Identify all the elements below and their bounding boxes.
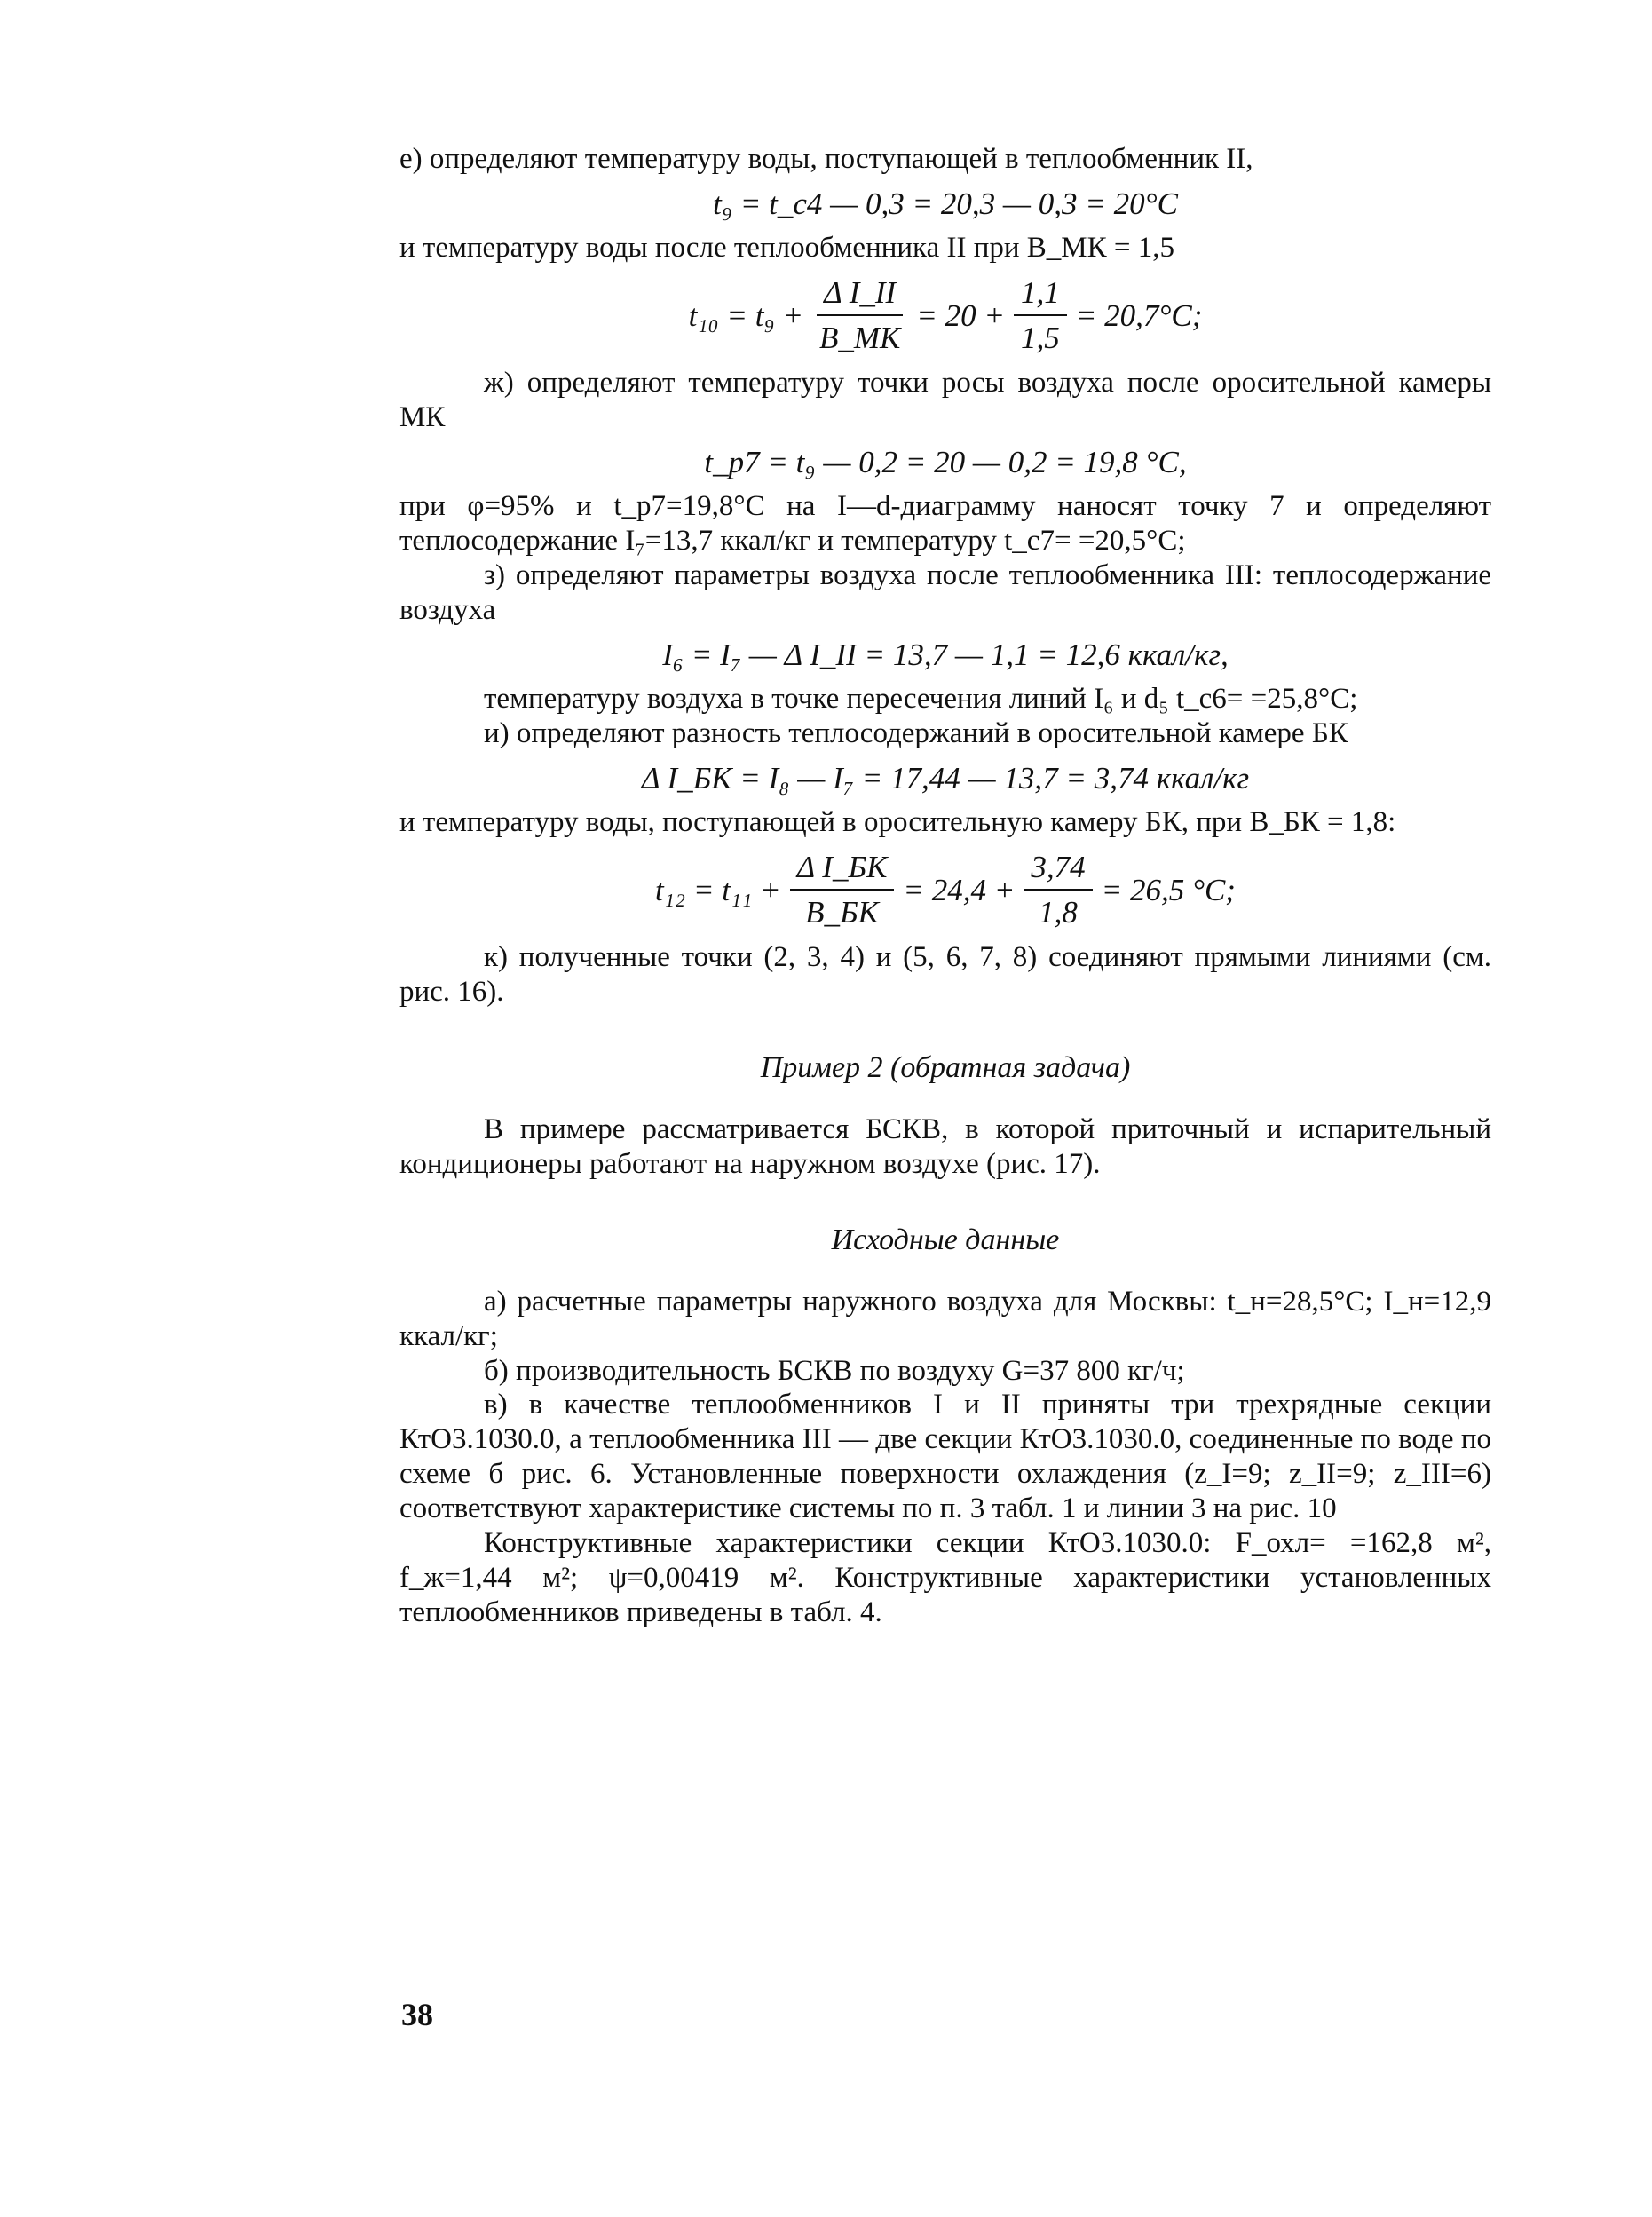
formula-tp7-text: t_р7 = t₉ — 0,2 = 20 — 0,2 = 19,8 °C, [704, 444, 1187, 479]
fraction-denominator: 1,5 [1021, 321, 1060, 356]
paragraph-i: и) определяют разность теплосодержаний в оросительной камере БК [484, 717, 1348, 749]
paragraph-a: а) расчетные параметры наружного воздуха для Москвы: t_н=28,5°С; I_н=12,9 ккал/кг; [399, 1285, 1491, 1352]
paragraph-z: з) определяют параметры воздуха после теплообменника III: теплосодержание воздуха [399, 558, 1491, 626]
formula-t12-lhs: t₁₂ = t₁₁ + [655, 872, 781, 907]
paragraph-example: В примере рассматривается БСКВ, в которой приточный и испарительный кондиционеры работают на наружном воздухе (рис. 17). [399, 1112, 1491, 1180]
formula-t10 [399, 274, 1491, 357]
formula-t9-text: t₉ = t_с4 — 0,3 = 20,3 — 0,3 = 20°C [713, 186, 1178, 221]
formula-t12-mid: = 24,4 + [903, 872, 1016, 907]
paragraph-e: е) определяют температуру воды, поступающей в теплообменник II, [399, 143, 1253, 175]
fraction-values [1024, 849, 1092, 931]
formula-t10-mid: = 20 + [916, 297, 1006, 333]
fraction-delta-ibk [790, 849, 895, 931]
fraction-denominator: 1,8 [1039, 895, 1078, 930]
fraction-delta-i [812, 274, 907, 357]
fraction-values [1014, 274, 1067, 357]
paragraph-water-temp: и температуру воды после теплообменника II при B_МК = 1,5 [399, 232, 1175, 265]
formula-t9 [399, 186, 1491, 222]
paragraph-air-temp: температуру воздуха в точке пересечения линий I₆ и d₅ t_с6= =25,8°С; [484, 682, 1358, 715]
paragraph-zh: ж) определяют температуру точки росы воздуха после оросительной камеры МК [399, 366, 1491, 433]
formula-tp7 [399, 444, 1491, 480]
formula-t10-rhs: = 20,7°C; [1075, 297, 1203, 333]
formula-t12 [399, 849, 1491, 931]
paragraph-phi: при φ=95% и t_р7=19,8°С на I—d-диаграмму наносят точку 7 и определяют теплосодержание I₇=13,7 ккал/кг и температуру t_с7= =20,5°С; [399, 489, 1491, 557]
example-heading: Пример 2 (обратная задача) [760, 1050, 1131, 1084]
fraction-numerator: 1,1 [1014, 274, 1067, 316]
paragraph-design: Конструктивные характеристики секции КтО3.1030.0: F_охл= =162,8 м², f_ж=1,44 м²; ψ=0,00419 м². Конструктивные характеристики установленных теплообменников приведены в табл. 4. [399, 1527, 1491, 1629]
formula-i6 [399, 637, 1491, 673]
fraction-numerator: 3,74 [1024, 849, 1092, 891]
page-body [399, 142, 1491, 1630]
input-data-heading: Исходные данные [831, 1223, 1060, 1256]
paragraph-k: к) полученные точки (2, 3, 4) и (5, 6, 7, 8) соединяют прямыми линиями (см. рис. 16). [399, 940, 1491, 1008]
formula-delta-ibk [399, 760, 1491, 796]
paragraph-b: б) производительность БСКВ по воздуху G=37 800 кг/ч; [484, 1354, 1185, 1387]
formula-delta-ibk-text: Δ I_БК = I₈ — I₇ = 17,44 — 13,7 = 3,74 ккал/кг [641, 760, 1250, 796]
fraction-numerator: Δ I_БК [790, 849, 895, 891]
formula-i6-text: I₆ = I₇ — Δ I_II = 13,7 — 1,1 = 12,6 ккал/кг, [662, 637, 1229, 672]
paragraph-water-bk: и температуру воды, поступающей в оросительную камеру БК, при B_БК = 1,8: [399, 806, 1396, 839]
fraction-denominator: B_БК [805, 895, 879, 930]
page-number: 38 [401, 1997, 433, 2032]
fraction-numerator: Δ I_II [817, 274, 903, 316]
formula-t10-lhs: t₁₀ = t₉ + [688, 297, 804, 333]
fraction-denominator: B_МК [819, 321, 901, 356]
paragraph-v: в) в качестве теплообменников I и II приняты три трехрядные секции КтО3.1030.0, а теплообменника III — две секции КтО3.1030.0, соединенные по воде по схеме б рис. 6. Установленные поверхности охлаждения (z_I=9; z_II=9; z_III=6) соответствуют характеристике системы по п. 3 табл. 1 и линии 3 на рис. 10 [399, 1389, 1491, 1525]
formula-t12-rhs: = 26,5 °C; [1101, 872, 1236, 907]
